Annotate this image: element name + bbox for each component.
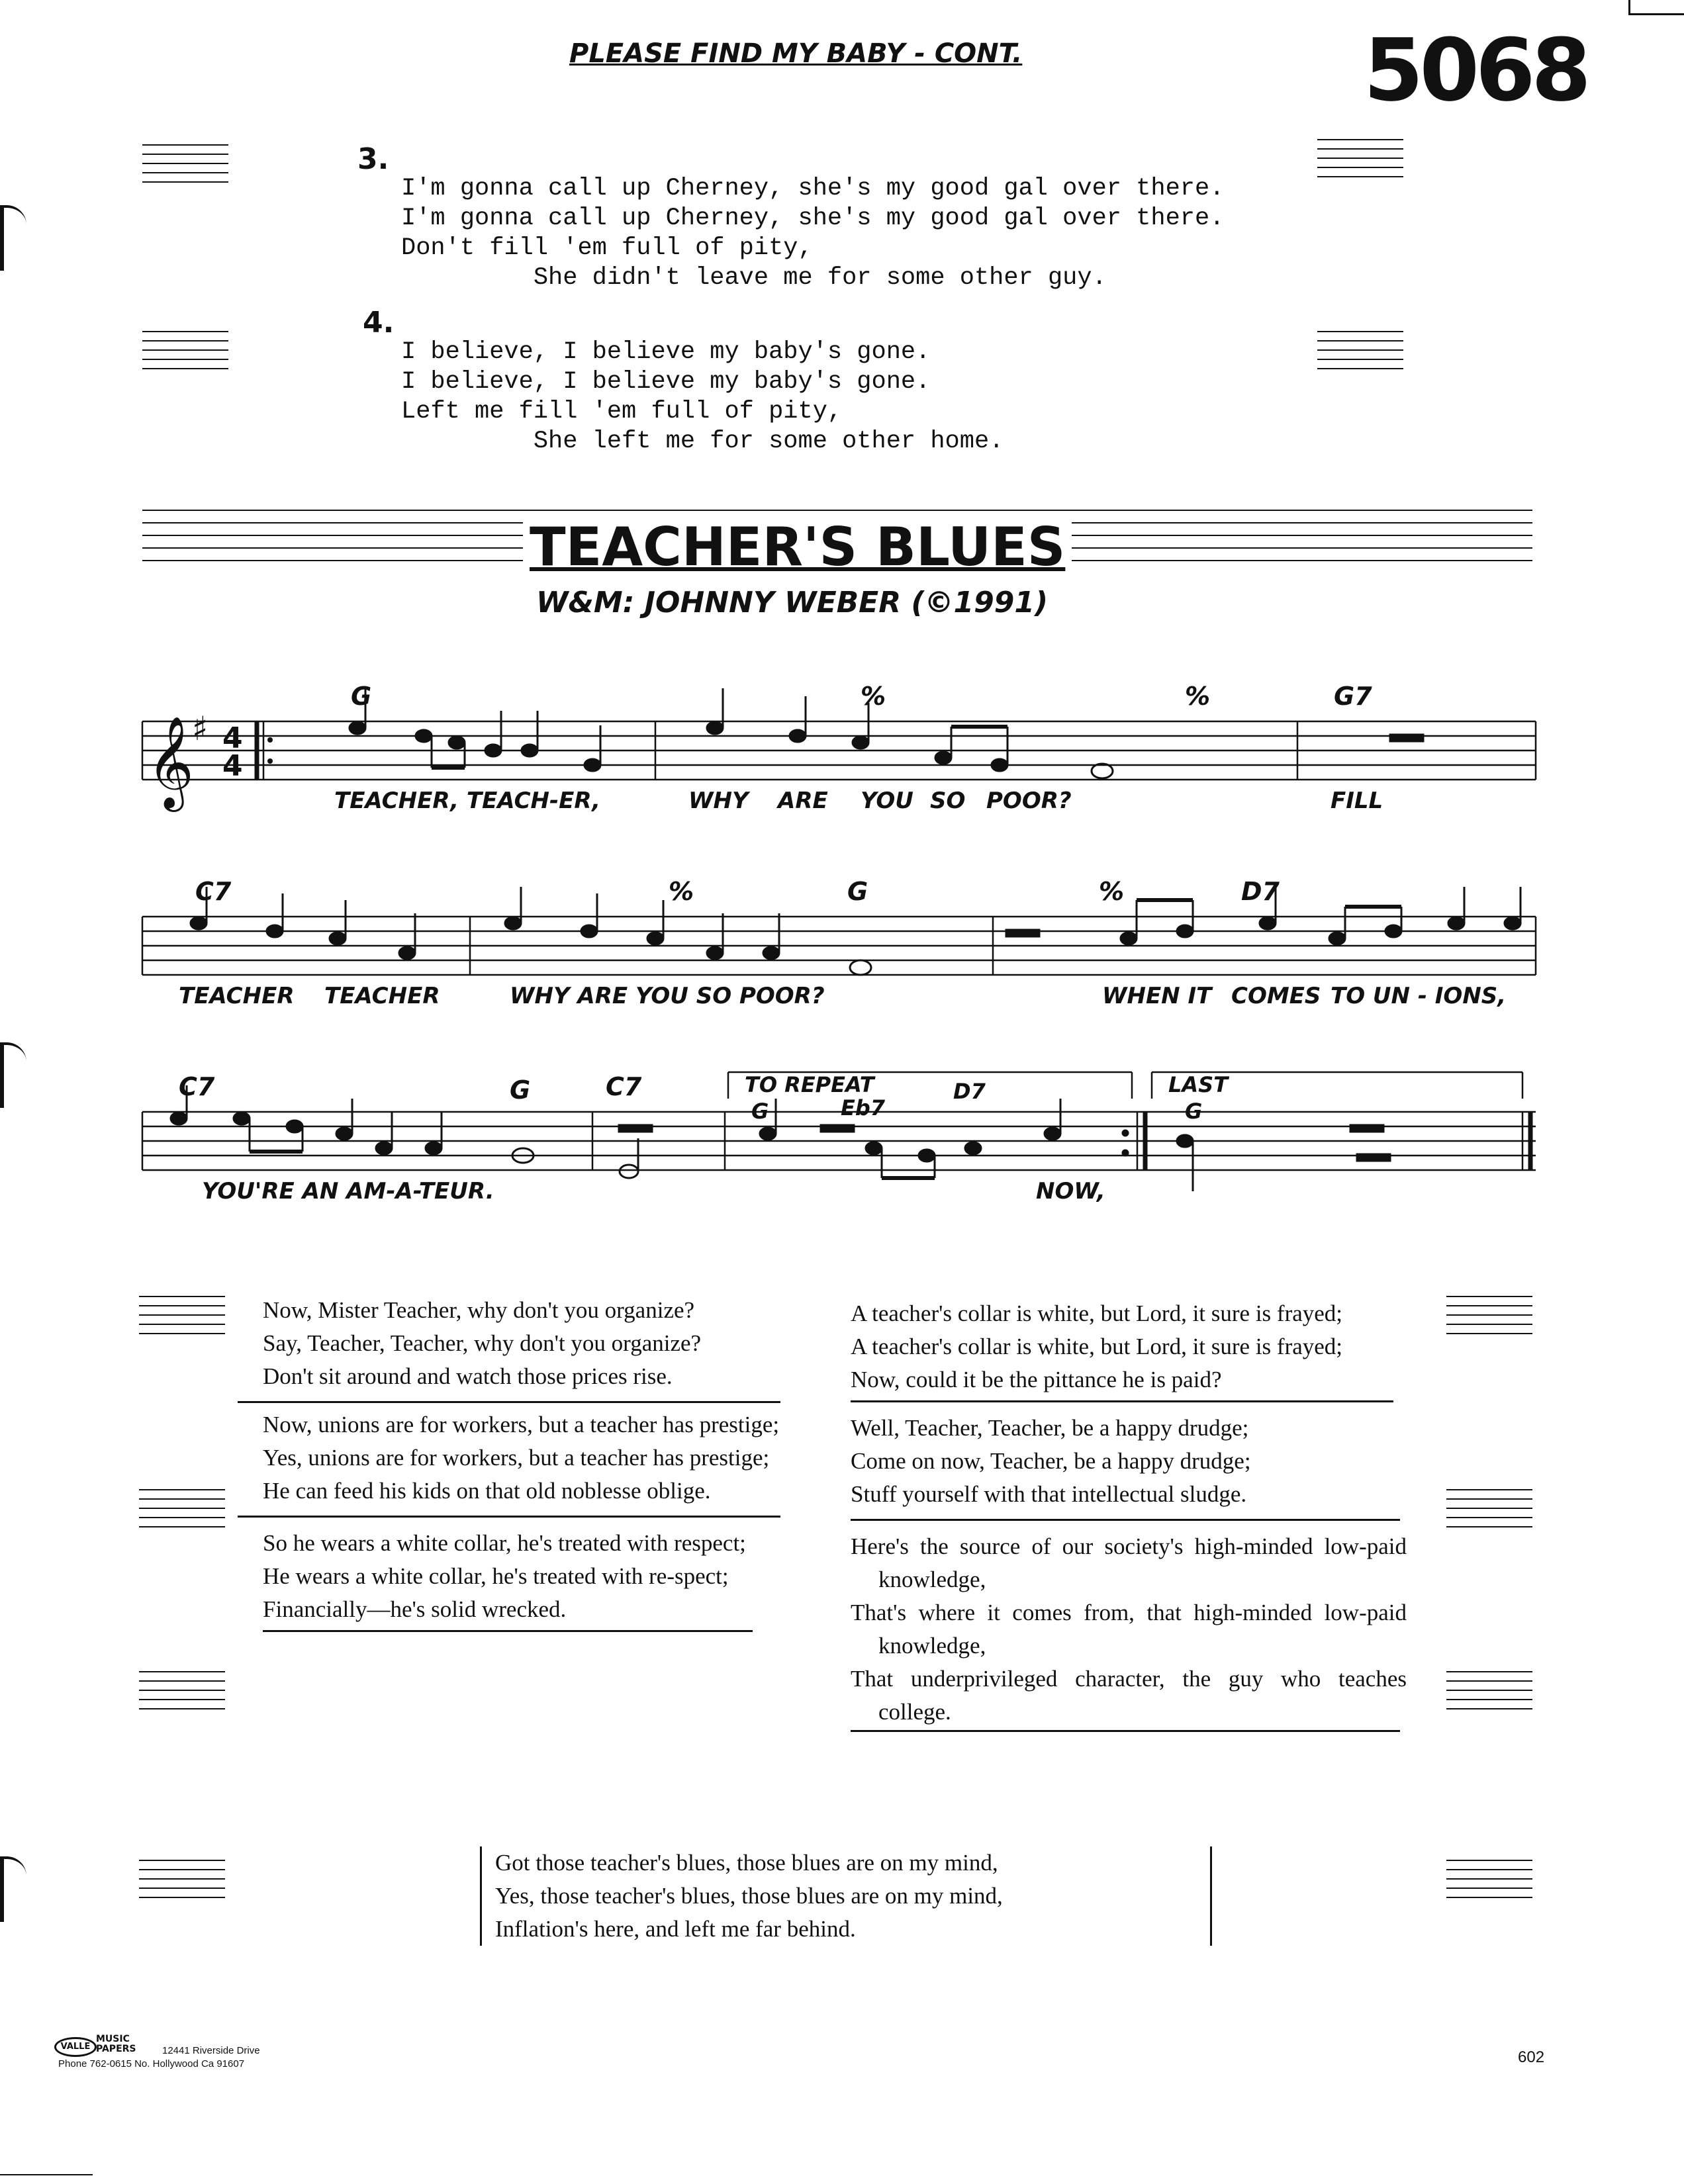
lyric-line: A teacher's collar is white, but Lord, it sure is frayed;	[851, 1300, 1343, 1326]
publisher-address: 12441 Riverside Drive	[162, 2045, 260, 2056]
chord-symbol: Eb7	[841, 1095, 886, 1120]
lyric-line: Yes, unions are for workers, but a teacher has prestige;	[263, 1445, 770, 1471]
svg-text:♯: ♯	[192, 709, 209, 748]
chord-symbol: D7	[1241, 877, 1280, 906]
chord-symbol: G	[1185, 1099, 1203, 1124]
stanza-rule	[851, 1730, 1400, 1732]
lyric-line: Now, Mister Teacher, why don't you organize?	[263, 1297, 695, 1323]
svg-text:4: 4	[222, 721, 243, 755]
stanza-rule	[851, 1519, 1400, 1521]
chord-symbol: C7	[606, 1072, 642, 1101]
verse-line: I'm gonna call up Cherney, she's my good gal over there.	[401, 175, 1225, 203]
stanza	[851, 1412, 1407, 1511]
notes-system-3	[171, 1085, 1390, 1191]
ending-label: TO REPEAT	[745, 1072, 874, 1097]
score-lyric: TEACHER, TEACH-ER,	[334, 788, 601, 814]
margin-staff-lines	[139, 1860, 225, 1906]
verse-number: 4.	[363, 306, 395, 340]
lyric-line: So he wears a white collar, he's treated with respect;	[263, 1530, 746, 1556]
page-number-handwritten: 5068	[1364, 20, 1587, 120]
lyric-line: Now, could it be the pittance he is paid?	[851, 1367, 1222, 1392]
margin-staff-lines	[1446, 1296, 1532, 1342]
stanza	[263, 1294, 819, 1393]
score-lyric: WHEN IT	[1102, 983, 1212, 1009]
chord-symbol: G	[751, 1099, 769, 1124]
chord-symbol: %	[861, 682, 886, 711]
score-lyric: YOU'RE AN AM-A-TEUR.	[202, 1178, 494, 1205]
verse-line: I believe, I believe my baby's gone.	[401, 368, 931, 396]
stanza-rule	[263, 1630, 753, 1632]
publisher-phone: Phone 762-0615 No. Hollywood Ca 91607	[58, 2058, 245, 2070]
stanza-rule	[851, 1400, 1393, 1402]
lyric-line: A teacher's collar is white, but Lord, it sure is frayed;	[851, 1334, 1343, 1359]
chorus-line: Got those teacher's blues, those blues are on my mind,	[495, 1850, 998, 1876]
margin-staff-lines	[1446, 1671, 1532, 1717]
stanza	[263, 1408, 819, 1508]
score-lyric: TEACHER	[179, 983, 295, 1009]
stanza-rule	[238, 1401, 780, 1403]
verse-line: She didn't leave me for some other guy.	[401, 264, 1107, 292]
stanza-rule	[238, 1516, 780, 1518]
stanza	[851, 1530, 1407, 1729]
score-lyric: SO	[930, 788, 966, 814]
verse-number: 3.	[357, 142, 389, 176]
lyric-line: Don't sit around and watch those prices rise.	[263, 1363, 673, 1389]
lyric-line: He can feed his kids on that old noblesse oblige.	[263, 1478, 711, 1504]
score-lyric: FILL	[1331, 788, 1383, 814]
chord-symbol: C7	[179, 1072, 215, 1101]
bottom-edge-rule	[0, 2174, 93, 2175]
svg-text:4: 4	[222, 749, 243, 783]
lyric-line: Now, unions are for workers, but a teacher has prestige;	[263, 1412, 780, 1437]
lyric-line: He wears a white collar, he's treated with re-spect;	[263, 1563, 729, 1589]
song-credit: W&M: JOHNNY WEBER (©1991)	[536, 586, 1049, 619]
lyric-line: Come on now, Teacher, be a happy drudge;	[851, 1448, 1251, 1474]
chord-symbol: %	[1185, 682, 1211, 711]
publisher-logo: VALLE	[54, 2037, 97, 2057]
margin-staff-lines	[1446, 1489, 1532, 1535]
score-lyric: WHY ARE YOU SO POOR?	[510, 983, 825, 1009]
chorus-line: Inflation's here, and left me far behind.	[495, 1916, 856, 1942]
score-lyric: COMES	[1231, 983, 1321, 1009]
score-lyric: TO UN - IONS,	[1331, 983, 1507, 1009]
lyric-line: Say, Teacher, Teacher, why don't you organize?	[263, 1330, 702, 1356]
score-lyric: TEACHER	[324, 983, 440, 1009]
chorus-box	[480, 1846, 1212, 1946]
verse-line: Left me fill 'em full of pity,	[401, 398, 843, 426]
verse-line: Don't fill 'em full of pity,	[401, 234, 813, 262]
lyrics-left-column	[263, 1294, 819, 1632]
lyrics-right-column	[851, 1297, 1407, 1732]
chord-symbol: G	[351, 682, 372, 711]
song-title: TEACHER'S BLUES	[523, 516, 1072, 578]
verse-line: I believe, I believe my baby's gone.	[401, 338, 931, 366]
margin-staff-lines	[139, 1296, 225, 1342]
lyric-line: That's where it comes from, that high-minded low-paid knowledge,	[851, 1600, 1407, 1659]
page-number: 602	[1518, 2048, 1545, 2066]
score-lyric: WHY	[688, 788, 749, 814]
stanza	[263, 1527, 819, 1626]
lyric-line: Here's the source of our society's high-minded low-paid knowledge,	[851, 1533, 1407, 1592]
margin-staff-lines	[139, 1489, 225, 1535]
chord-symbol: %	[1099, 877, 1125, 906]
verse-line: I'm gonna call up Cherney, she's my good gal over there.	[401, 205, 1225, 232]
lyric-line: Stuff yourself with that intellectual sludge.	[851, 1481, 1247, 1507]
verse-line: She left me for some other home.	[401, 428, 1004, 455]
score-lyric: YOU	[861, 788, 913, 814]
lyric-line: Well, Teacher, Teacher, be a happy drudge;	[851, 1415, 1249, 1441]
lyric-line: That underprivileged character, the guy who teaches college.	[851, 1666, 1407, 1725]
lyric-line: Financially—he's solid wrecked.	[263, 1596, 567, 1622]
chord-symbol: D7	[953, 1079, 986, 1104]
chorus-line: Yes, those teacher's blues, those blues are on my mind,	[495, 1883, 1003, 1909]
page-header-title: PLEASE FIND MY BABY - CONT.	[569, 38, 1023, 69]
ending-label: LAST	[1168, 1072, 1229, 1097]
chord-symbol: G7	[1334, 682, 1372, 711]
stanza	[851, 1297, 1407, 1396]
score-lyric: POOR?	[986, 788, 1072, 814]
score-lyric: ARE	[778, 788, 828, 814]
chord-symbol: %	[669, 877, 694, 906]
chord-symbol: G	[847, 877, 868, 906]
staff-system-2	[142, 917, 1536, 975]
chord-symbol: G	[510, 1075, 531, 1105]
svg-text:𝄞: 𝄞	[147, 716, 194, 808]
clef-and-key	[147, 709, 273, 812]
chord-symbol: C7	[195, 877, 232, 906]
score-lyric: NOW,	[1036, 1178, 1105, 1205]
publisher-name: MUSIC PAPERS	[96, 2034, 136, 2054]
margin-staff-lines	[1446, 1860, 1532, 1906]
margin-staff-lines	[139, 1671, 225, 1717]
